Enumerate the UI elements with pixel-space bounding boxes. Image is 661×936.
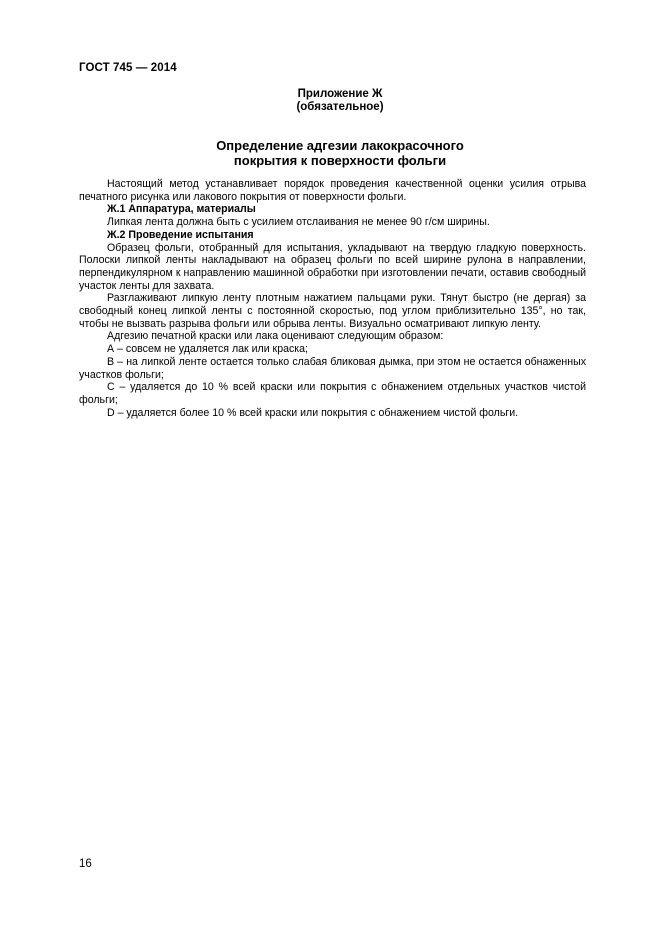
section-2-paragraph-2: Разглаживают липкую ленту плотным нажатием пальцами руки. Тянут быстро (не дергая) за свободный конец липкой ленты с постоянной скоростью, под углом приблизительно 135°, но так, чтобы не вызвать разрыва фольги или обрыва ленты. Визуально осматривают липкую ленту. bbox=[79, 292, 586, 330]
section-2-paragraph-3: Адгезию печатной краски или лака оценивают следующим образом: bbox=[107, 330, 444, 343]
appendix-status: (обязательное) bbox=[296, 101, 384, 113]
grade-d-item: D – удаляется более 10 % всей краски или покрытия с обнажением чистой фольги. bbox=[107, 406, 519, 419]
title-line-1: Определение адгезии лакокрасочного bbox=[216, 138, 464, 153]
appendix-label: Приложение Ж bbox=[297, 88, 383, 100]
section-1-heading: Ж.1 Аппаратура, материалы bbox=[107, 203, 256, 216]
grade-b-item: В – на липкой ленте остается только слабая бликовая дымка, при этом не остается обнаженных участков фольги; bbox=[79, 355, 586, 381]
appendix-heading bbox=[240, 88, 440, 114]
page-number: 16 bbox=[79, 858, 92, 870]
title-line-2: покрытия к поверхности фольги bbox=[233, 153, 447, 168]
section-2-paragraph-1: Образец фольги, отобранный для испытания, укладывают на твердую гладкую поверхность. Полоски липкой ленты накладывают на образец фольги по всей ширине рулона в направлении, перпендикулярном к направлению машинной обработки при изготовлении печати, оставив свободный участок ленты для захвата. bbox=[79, 241, 586, 292]
document-header: ГОСТ 745 — 2014 bbox=[79, 62, 177, 74]
document-body bbox=[79, 178, 586, 419]
appendix-title bbox=[180, 138, 500, 168]
grade-a-item: А – совсем не удаляется лак или краска; bbox=[107, 343, 308, 356]
section-2-heading: Ж.2 Проведение испытания bbox=[107, 228, 254, 241]
intro-paragraph: Настоящий метод устанавливает порядок проведения качественной оценки усилия отрыва печатного рисунка или лакового покрытия от поверхности фольги. bbox=[79, 178, 586, 203]
grade-c-item: С – удаляется до 10 % всей краски или покрытия с обнажением отдельных участков чистой фольги; bbox=[79, 381, 586, 406]
section-1-text: Липкая лента должна быть с усилием отслаивания не менее 90 г/см ширины. bbox=[107, 216, 490, 229]
